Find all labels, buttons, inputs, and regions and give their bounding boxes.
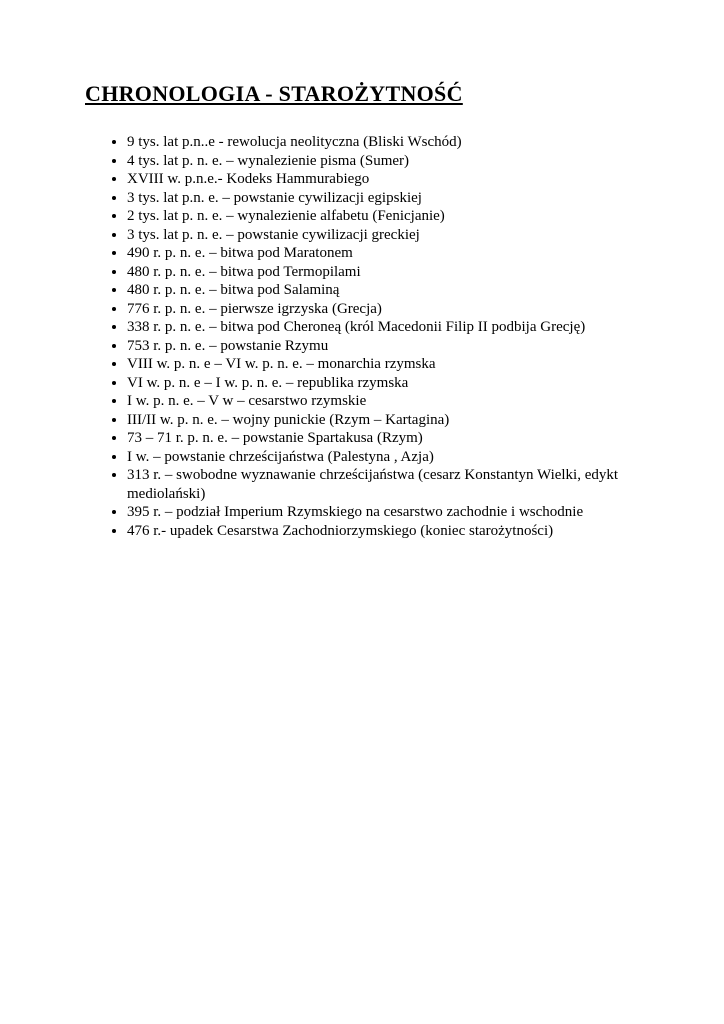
list-item: • 480 r. p. n. e. – bitwa pod Salaminą xyxy=(127,281,676,300)
list-item: • 2 tys. lat p. n. e. – wynalezienie alfabetu (Fenicjanie) xyxy=(127,207,676,226)
list-item: • 490 r. p. n. e. – bitwa pod Maratonem xyxy=(127,244,676,263)
list-item: • III/II w. p. n. e. – wojny punickie (Rzym – Kartagina) xyxy=(127,411,676,430)
list-item: • VI w. p. n. e – I w. p. n. e. – republika rzymska xyxy=(127,374,676,393)
list-item: • I w. p. n. e. – V w – cesarstwo rzymskie xyxy=(127,392,676,411)
list-item: • 338 r. p. n. e. – bitwa pod Cheroneą (król Macedonii Filip II podbija Grecję) xyxy=(127,318,676,337)
list-item: • 480 r. p. n. e. – bitwa pod Termopilami xyxy=(127,263,676,282)
list-item: • 3 tys. lat p.n. e. – powstanie cywilizacji egipskiej xyxy=(127,189,676,208)
list-item: • VIII w. p. n. e – VI w. p. n. e. – monarchia rzymska xyxy=(127,355,676,374)
document-title: CHRONOLOGIA - STAROŻYTNOŚĆ xyxy=(85,81,463,106)
list-item: • I w. – powstanie chrześcijaństwa (Palestyna , Azja) xyxy=(127,448,676,467)
list-item: • 4 tys. lat p. n. e. – wynalezienie pisma (Sumer) xyxy=(127,152,676,171)
list-item: • XVIII w. p.n.e.- Kodeks Hammurabiego xyxy=(127,170,676,189)
list-item: • 313 r. – swobodne wyznawanie chrześcijaństwa (cesarz Konstantyn Wielki, edykt mediolański) xyxy=(127,466,676,503)
list-item: • 3 tys. lat p. n. e. – powstanie cywilizacji greckiej xyxy=(127,226,676,245)
list-item: • 9 tys. lat p.n..e - rewolucja neolityczna (Bliski Wschód) xyxy=(127,133,676,152)
list-item: • 476 r.- upadek Cesarstwa Zachodniorzymskiego (koniec starożytności) xyxy=(127,522,676,541)
list-item: • 776 r. p. n. e. – pierwsze igrzyska (Grecja) xyxy=(127,300,676,319)
chronology-list xyxy=(85,133,676,540)
list-item: • 395 r. – podział Imperium Rzymskiego na cesarstwo zachodnie i wschodnie xyxy=(127,503,676,522)
list-item: • 753 r. p. n. e. – powstanie Rzymu xyxy=(127,337,676,356)
list-item: • 73 – 71 r. p. n. e. – powstanie Spartakusa (Rzym) xyxy=(127,429,676,448)
